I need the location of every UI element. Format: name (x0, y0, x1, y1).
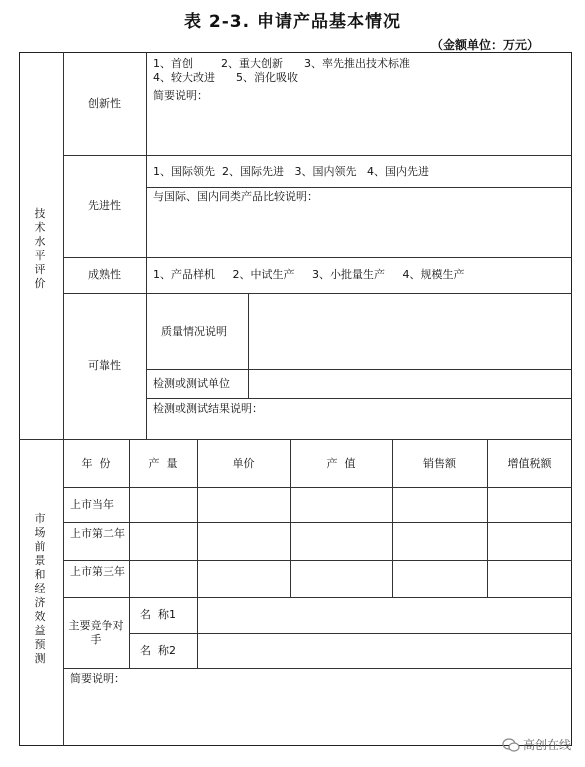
amount-unit-note: （金额单位：万元） (430, 38, 539, 52)
header-vat: 增值税额 (507, 457, 552, 470)
market-section-label: 市场前景和经济效益预测 (34, 512, 46, 665)
row-year-2: 上市第二年 (70, 527, 125, 540)
advanced-options: 1、国际领先 2、国际先进 3、国内领先 4、国内先进 (153, 165, 429, 178)
advanced-label: 先进性 (88, 199, 121, 212)
test-unit-label: 检测或测试单位 (153, 377, 230, 390)
header-year: 年 份 (81, 457, 111, 470)
competitor-name-2: 名 称2 (140, 644, 176, 657)
row-year-3: 上市第三年 (70, 565, 125, 578)
maturity-label: 成熟性 (88, 268, 121, 281)
watermark (502, 736, 571, 753)
header-output: 产 量 (148, 457, 178, 470)
innovation-note: 简要说明： (153, 89, 208, 102)
market-note: 简要说明： (70, 672, 125, 685)
tech-section-label: 技术水平评价 (34, 207, 46, 290)
reliability-label: 可靠性 (88, 359, 121, 372)
page-title: 表 2-3. 申请产品基本情况 (183, 12, 401, 32)
innovation-options-1: 1、首创 2、重大创新 3、率先推出技术标准 (153, 57, 410, 70)
row-year-1: 上市当年 (70, 498, 114, 511)
header-price: 单价 (232, 457, 255, 470)
wechat-icon (502, 738, 520, 752)
quality-label: 质量情况说明 (161, 325, 227, 338)
watermark-text: 高创在线 (522, 738, 571, 752)
header-value: 产 值 (326, 457, 356, 470)
header-sales: 销售额 (423, 457, 456, 470)
maturity-options: 1、产品样机 2、中试生产 3、小批量生产 4、规模生产 (153, 268, 465, 281)
advanced-note: 与国际、国内同类产品比较说明： (153, 190, 318, 203)
competitor-name-1: 名 称1 (140, 608, 176, 621)
test-result-note: 检测或测试结果说明： (153, 402, 263, 415)
innovation-label: 创新性 (88, 97, 121, 110)
innovation-options-2: 4、较大改进 5、消化吸收 (153, 71, 298, 84)
competitor-label: 主要竞争对手 (68, 619, 124, 646)
